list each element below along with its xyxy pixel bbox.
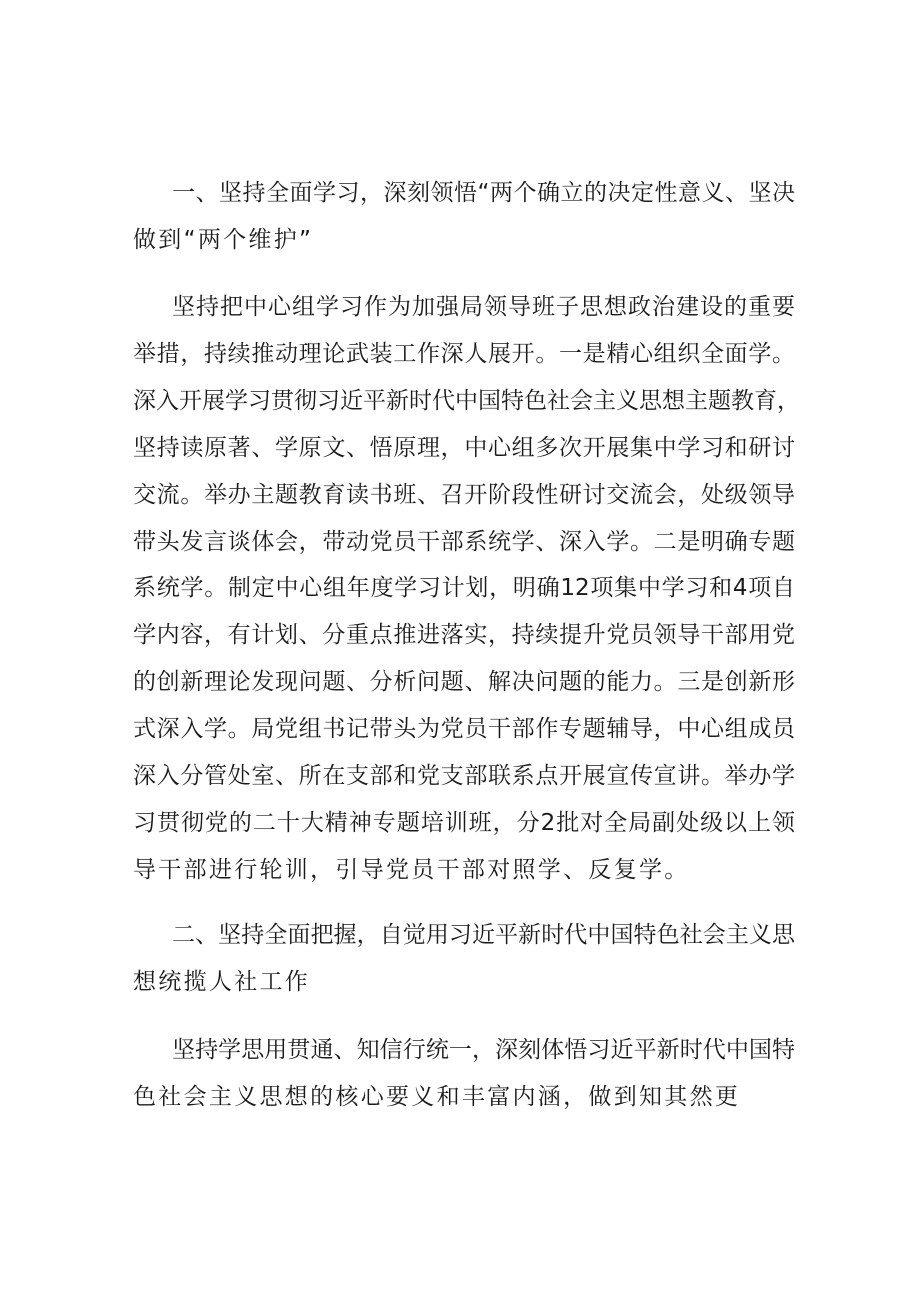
paragraph-line: 式深入学。局党组书记带头为党员干部作专题辅导，中心组成员 xyxy=(133,716,795,743)
paragraph-line: 深入分管处室、所在支部和党支部联系点开展宣传宣讲。举办学 xyxy=(133,763,795,789)
paragraph-line: 坚持读原著、学原文、悟原理，中心组多次开展集中学习和研讨 xyxy=(133,434,795,461)
paragraph-line: 交流。举办主题教育读书班、召开阶段性研讨交流会，处级领导 xyxy=(133,481,795,508)
section-heading-line: 二、坚持全面把握，自觉用习近平新时代中国特色社会主义思 xyxy=(172,922,795,948)
paragraph-line: 色社会主义思想的核心要义和丰富内涵，做到知其然更 xyxy=(133,1083,741,1110)
paragraph-line: 坚持把中心组学习作为加强局领导班子思想政治建设的重要 xyxy=(172,294,795,320)
section-heading-line: 做到“两个维护” xyxy=(133,226,314,253)
section-heading-line: 一、坚持全面学习，深刻领悟“两个确立的决定性意义、坚决 xyxy=(172,180,795,206)
paragraph-line: 系统学。制定中心组年度学习计划，明确12项集中学习和4项自 xyxy=(133,575,795,602)
section-heading-line: 想统揽人社工作 xyxy=(133,968,311,995)
paragraph-line: 的创新理论发现问题、分析问题、解决问题的能力。三是创新形 xyxy=(133,669,795,696)
paragraph-line: 深入开展学习贯彻习近平新时代中国特色社会主义思想主题教育， xyxy=(133,387,800,414)
paragraph-line: 坚持学思用贯通、知信行统一，深刻体悟习近平新时代中国特 xyxy=(172,1037,795,1063)
paragraph-line: 导干部进行轮训，引导党员干部对照学、反复学。 xyxy=(133,856,690,883)
paragraph-line: 习贯彻党的二十大精神专题培训班，分2批对全局副处级以上领 xyxy=(133,809,795,836)
paragraph-line: 举措，持续推动理论武装工作深人展开。一是精心组织全面学。 xyxy=(133,340,795,367)
paragraph-line: 带头发言谈体会，带动党员干部系统学、深入学。二是明确专题 xyxy=(133,528,795,555)
paragraph-line: 学内容，有计划、分重点推进落实，持续提升党员领导干部用党 xyxy=(133,622,795,649)
